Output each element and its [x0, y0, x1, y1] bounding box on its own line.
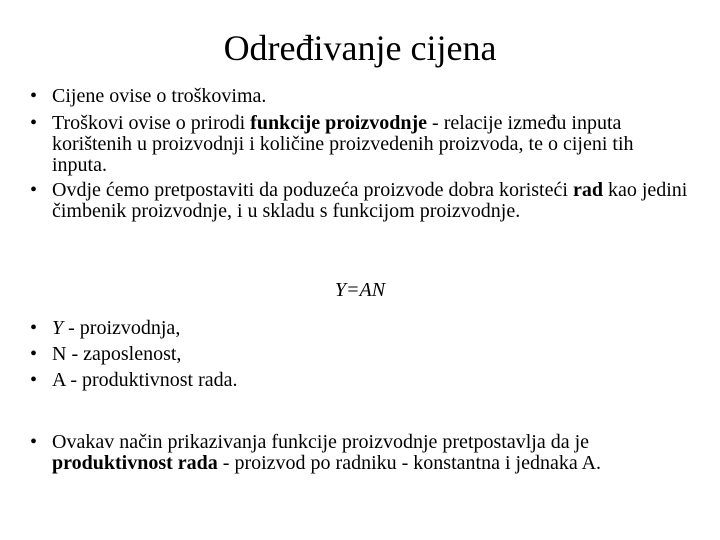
- list-item: [0, 113, 720, 176]
- bold-term: produktivnost rada: [52, 452, 218, 474]
- bullet-text: kao jedini čimbenik proizvodnje, i u skladu s funkcijom proizvodnje.: [52, 179, 688, 222]
- bullet-text: - proizvod po radniku - konstantna i jednaka A.: [217, 452, 602, 474]
- bullet-text: Troškovi ovise o prirodi: [52, 112, 251, 134]
- formula: Y=AN: [334, 279, 386, 301]
- list-item: [0, 432, 720, 474]
- bullet-dot: •: [30, 317, 38, 339]
- bullet-text: Ovdje ćemo pretpostaviti da poduzeća proizvode dobra koristeći: [52, 179, 573, 201]
- list-item: [0, 180, 720, 222]
- list-item: [0, 86, 720, 107]
- bullet-dot: •: [30, 369, 38, 391]
- bold-term: funkcije proizvodnje: [250, 112, 428, 134]
- bullet-text: - proizvodnja,: [63, 317, 181, 339]
- bullet-dot: •: [30, 343, 38, 365]
- bullet-dot: •: [30, 431, 38, 453]
- list-item: [0, 370, 720, 391]
- bullet-dot: •: [30, 85, 38, 107]
- list-item: [0, 318, 720, 339]
- bullet-text: Ovakav način prikazivanja funkcije proizvodnje pretpostavlja da je: [52, 431, 590, 453]
- bold-term: rad: [572, 179, 603, 201]
- bullet-list-intro: [0, 86, 720, 228]
- bullet-dot: •: [30, 112, 38, 134]
- bullet-text: Cijene ovise o troškovima.: [52, 85, 267, 107]
- bullet-list-variables: [0, 318, 720, 397]
- bullet-text: - relacije između inputa korištenih u proizvodnji i količine proizvedenih proizvoda, te o cijeni tih inputa.: [52, 112, 634, 176]
- bullet-text: N - zaposlenost,: [52, 343, 182, 365]
- variable-symbol: Y: [52, 317, 64, 339]
- bullet-text: A - produktivnost rada.: [52, 369, 238, 391]
- bullet-list-conclusion: [0, 432, 720, 480]
- slide-title: Određivanje cijena: [223, 28, 497, 68]
- bullet-dot: •: [30, 179, 38, 201]
- list-item: [0, 344, 720, 365]
